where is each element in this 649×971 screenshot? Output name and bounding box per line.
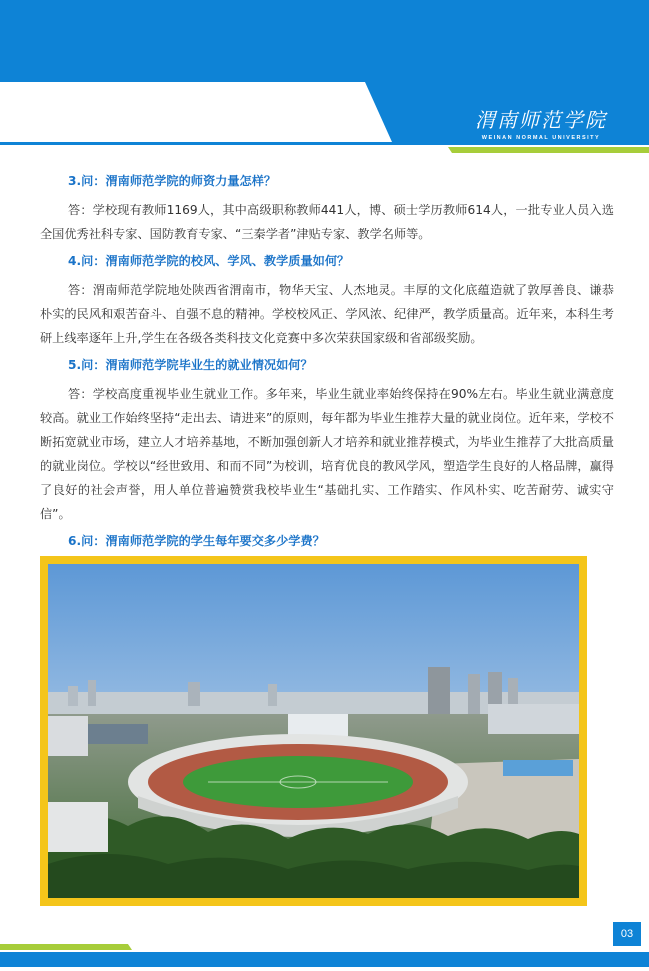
qa-item bbox=[40, 252, 614, 350]
qa-content bbox=[40, 172, 614, 588]
question-heading: 4.问：渭南师范学院的校风、学风、教学质量如何？ bbox=[68, 254, 350, 268]
answer-text: 答：学校高度重视毕业生就业工作。多年来，毕业生就业率始终保持在90%左右。毕业生就业满意度较高。就业工作始终坚持“走出去、请进来”的原则，每年都为毕业生推荐大量的就业岗位。近年来，学校不断拓宽就业市场，建立人才培养基地，不断加强创新人才培养和就业推荐模式，为毕业生推荐了大批高质量的就业岗位。学校以“经世致用、和而不同”为校训，培育优良的教风学风，塑造学生良好的人格品牌，赢得了良好的社会声誉，用人单位普遍赞赏我校毕业生“基础扎实、工作踏实、作风朴实、吃苦耐劳、诚实守信”。 bbox=[40, 387, 614, 521]
page-number: 03 bbox=[613, 922, 641, 946]
question-heading: 6.问：渭南师范学院的学生每年要交多少学费？ bbox=[68, 534, 325, 548]
footer-band-graphic bbox=[0, 930, 649, 967]
university-logo bbox=[475, 104, 607, 141]
answer-text: 答：渭南师范学院地处陕西省渭南市，物华天宝、人杰地灵。丰厚的文化底蕴造就了敦厚善良、谦恭朴实的民风和艰苦奋斗、自强不息的精神。学校校风正、学风浓、纪律严，教学质量高。近年来，本科生考研上线率逐年上升,学生在各级各类科技文化竞赛中多次荣获国家级和省部级奖励。 bbox=[40, 283, 614, 345]
logo-english-name: WEINAN NORMAL UNIVERSITY bbox=[481, 135, 601, 141]
question-heading: 5.问：渭南师范学院毕业生的就业情况如何？ bbox=[68, 358, 313, 372]
question-heading: 3.问：渭南师范学院的师资力量怎样？ bbox=[68, 174, 277, 188]
page-header bbox=[0, 0, 649, 160]
campus-aerial-photo bbox=[48, 564, 579, 898]
campus-photo-frame bbox=[40, 556, 587, 906]
qa-item bbox=[40, 356, 614, 526]
answer-text: 答：学校现有教师1169人，其中高级职称教师441人，博、硕士学历教师614人，一批专业人员入选全国优秀社科专家、国防教育专家、“三秦学者”津贴专家、教学名师等。 bbox=[40, 203, 614, 241]
logo-chinese-name: 渭南师范学院 bbox=[475, 108, 607, 132]
page-footer bbox=[0, 930, 649, 967]
qa-item bbox=[40, 172, 614, 246]
